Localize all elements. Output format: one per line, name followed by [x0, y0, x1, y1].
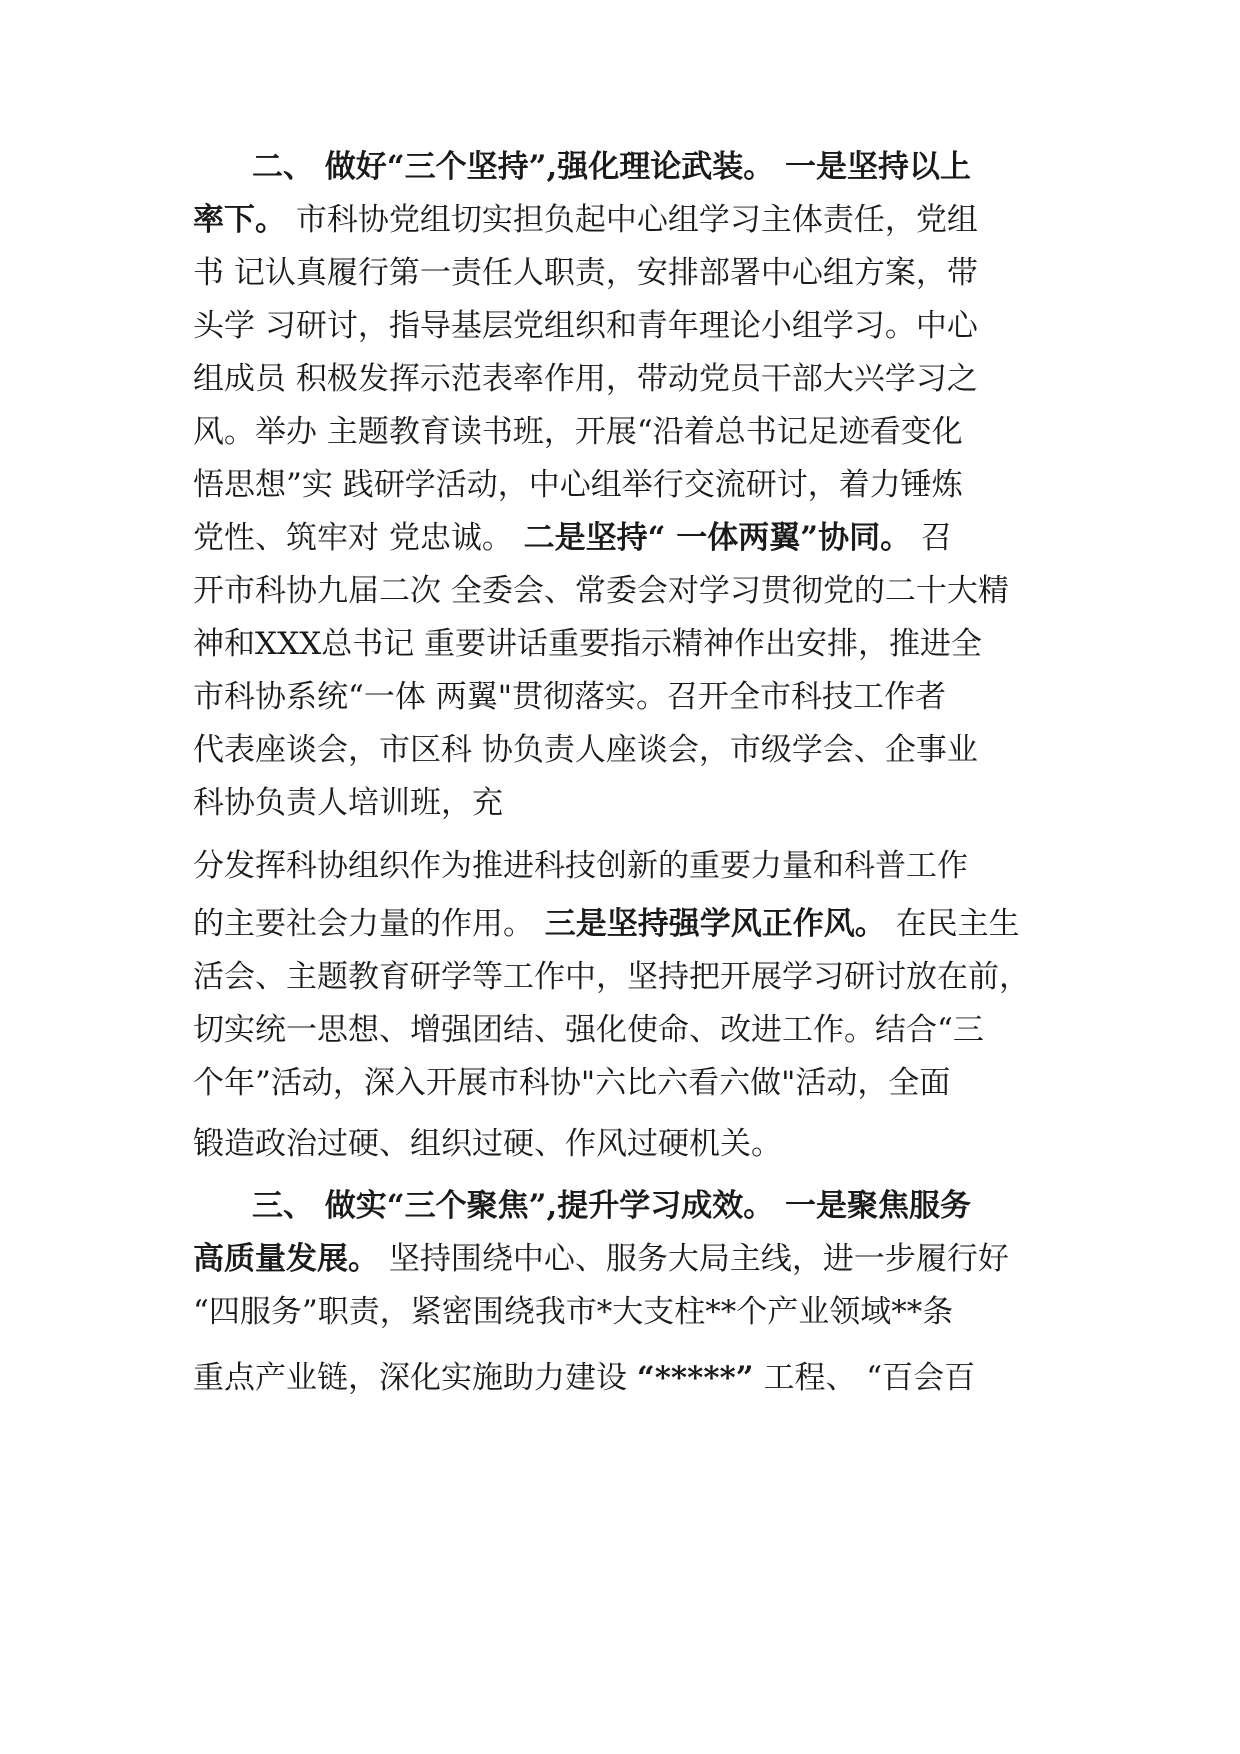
text-line	[193, 836, 1073, 896]
bold-text-run: “*****”	[636, 1360, 754, 1396]
text-run: 党性、筑牢对 党忠诚。	[193, 520, 513, 556]
text-line	[193, 508, 1073, 568]
text-line	[193, 296, 1073, 356]
text-line	[193, 1348, 1073, 1408]
text-run: 召	[911, 520, 952, 556]
text-run: 开市科协九届二次 全委会、常委会对学习贯彻党的二十大精	[193, 573, 1009, 609]
bold-text-run: 二、 做好“三个坚持”,强化理论武装。 一是坚持以上	[252, 149, 972, 185]
text-line	[193, 1000, 1073, 1060]
text-run: 头学 习研讨，指导基层党组织和青年理论小组学习。中心	[193, 308, 978, 344]
bold-text-run: 二是坚持“ 一体两翼”协同。	[512, 520, 912, 556]
text-run: 个年”活动，深入开展市科协"六比六看六做"活动，全面	[193, 1065, 951, 1101]
text-line	[193, 455, 1073, 515]
text-line	[193, 773, 1073, 833]
text-run: 在民主生	[885, 906, 1020, 942]
text-run: 书 记认真履行第一责任人职责，安排部署中心组方案，带	[193, 255, 978, 291]
text-run: “四服务”职责，紧密围绕我市*大支柱**个产业领域**条	[193, 1294, 954, 1330]
text-line	[193, 947, 1073, 1007]
text-run: 市科协系统“一体 两翼"贯彻落实。召开全市科技工作者	[193, 679, 946, 715]
text-line	[193, 1282, 1073, 1342]
text-run: 风。举办 主题教育读书班，开展“沿着总书记足迹看变化	[193, 414, 963, 450]
bold-text-run: 三、 做实“三个聚焦”,提升学习成效。 一是聚焦服务	[252, 1188, 972, 1224]
text-line	[193, 1114, 1073, 1174]
text-run: 神和XXX总书记 重要讲话重要指示精神作出安排，推进全	[193, 626, 983, 662]
text-run: 坚持围绕中心、服务大局主线，进一步履行好	[379, 1241, 1009, 1277]
text-line	[193, 349, 1073, 409]
text-run: 组成员 积极发挥示范表率作用，带动党员干部大兴学习之	[193, 361, 978, 397]
text-run: 重点产业链，深化实施助力建设	[193, 1360, 637, 1396]
text-line	[193, 190, 1073, 250]
text-run: 代表座谈会，市区科 协负责人座谈会，市级学会、企事业	[193, 732, 978, 768]
text-line	[193, 402, 1073, 462]
text-line	[193, 667, 1073, 727]
text-run: 活会、主题教育研学等工作中，坚持把开展学习研讨放在前，	[193, 959, 1030, 995]
text-run: 工程、 “百会百	[753, 1360, 976, 1396]
text-line	[252, 137, 1132, 197]
bold-text-run: 率下。	[193, 202, 286, 238]
text-line	[193, 561, 1073, 621]
text-line	[193, 243, 1073, 303]
text-line	[193, 1053, 1073, 1113]
section-heading-line	[252, 1176, 1132, 1236]
text-run: 锻造政治过硬、组织过硬、作风过硬机关。	[193, 1126, 782, 1162]
text-line	[193, 1229, 1073, 1289]
text-run: 分发挥科协组织作为推进科技创新的重要力量和科普工作	[193, 848, 968, 884]
text-run: 悟思想”实 践研学活动，中心组举行交流研讨，着力锤炼	[193, 467, 963, 503]
text-run: 的主要社会力量的作用。	[193, 906, 534, 942]
bold-text-run: 高质量发展。	[193, 1241, 379, 1277]
text-line	[193, 614, 1073, 674]
text-line	[193, 894, 1073, 954]
text-line	[193, 720, 1073, 780]
text-run: 科协负责人培训班，充	[193, 785, 503, 821]
bold-text-run: 三是坚持强学风正作风。	[534, 906, 886, 942]
text-run: 切实统一思想、增强团结、强化使命、改进工作。结合“三	[193, 1012, 984, 1048]
text-run: 市科协党组切实担负起中心组学习主体责任，党组	[286, 202, 978, 238]
